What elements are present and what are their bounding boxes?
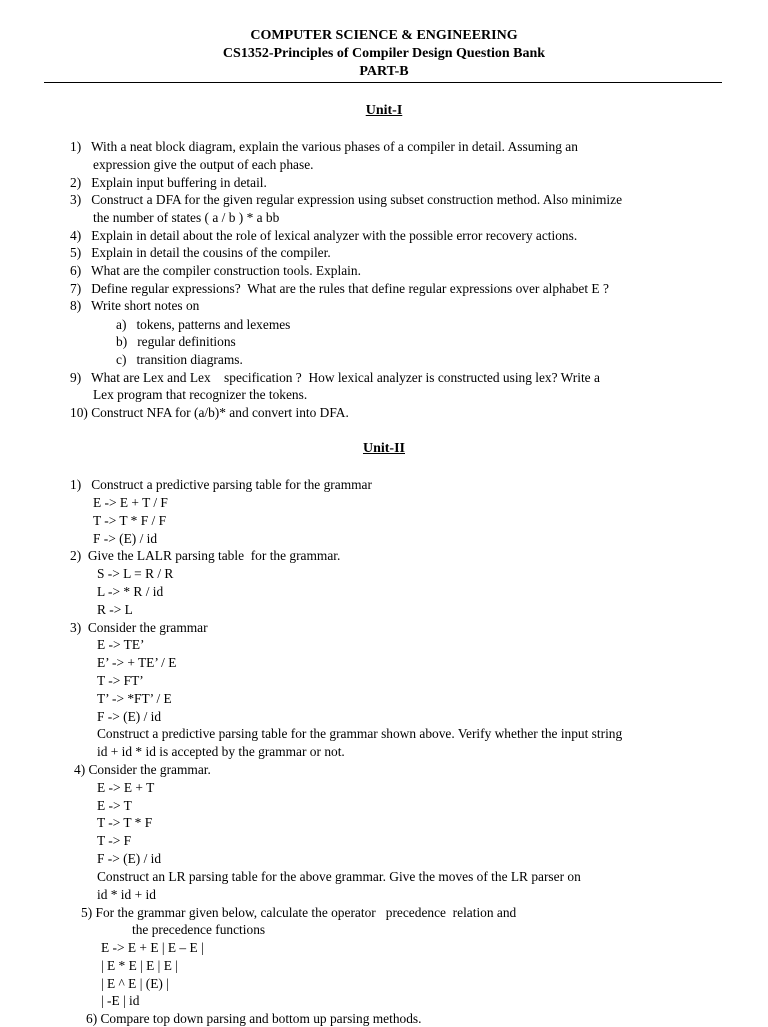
grammar-line: E -> TE’ <box>97 637 145 652</box>
question-line: Lex program that recognizer the tokens. <box>93 387 308 402</box>
grammar-line: R -> L <box>97 602 133 617</box>
grammar-line: | E ^ E | (E) | <box>101 976 169 991</box>
question-line: 8) Write short notes on <box>70 298 200 313</box>
grammar-line: F -> (E) / id <box>97 709 162 724</box>
question-line: 7) Define regular expressions? What are the rules that define regular expressions over alphabet E ? <box>70 281 609 296</box>
question-line: 3) Consider the grammar <box>70 620 208 635</box>
question-line: Construct an LR parsing table for the above grammar. Give the moves of the LR parser on <box>97 869 581 884</box>
grammar-line: E -> E + T <box>97 780 155 795</box>
question-line: the precedence functions <box>132 922 266 937</box>
question-line: 2) Explain input buffering in detail. <box>70 175 267 190</box>
question-line: 9) What are Lex and Lex specification ? How lexical analyzer is constructed using lex? Write a <box>70 370 600 385</box>
course-title: CS1352-Principles of Compiler Design Question Bank <box>222 46 546 61</box>
question-subitem: c) transition diagrams. <box>116 352 243 367</box>
question-line: 3) Construct a DFA for the given regular expression using subset construction method. Also minimize <box>70 192 623 207</box>
department-heading: COMPUTER SCIENCE & ENGINEERING <box>250 28 518 43</box>
question-line: 4) Consider the grammar. <box>74 762 211 777</box>
question-line: id + id * id is accepted by the grammar or not. <box>97 744 345 759</box>
question-line: the number of states ( a / b ) * a bb <box>93 210 280 225</box>
question-subitem: a) tokens, patterns and lexemes <box>116 317 291 332</box>
question-line: expression give the output of each phase. <box>93 157 314 172</box>
question-line: 10) Construct NFA for (a/b)* and convert into DFA. <box>70 405 349 420</box>
grammar-line: L -> * R / id <box>97 584 164 599</box>
question-line: 6) Compare top down parsing and bottom up parsing methods. <box>86 1011 422 1026</box>
question-line: 4) Explain in detail about the role of lexical analyzer with the possible error recovery actions. <box>70 228 578 243</box>
question-line: id * id + id <box>97 887 156 902</box>
question-subitem: b) regular definitions <box>116 334 236 349</box>
part-label: PART-B <box>359 64 409 79</box>
grammar-line: F -> (E) / id <box>93 531 158 546</box>
grammar-line: T -> T * F / F <box>93 513 167 528</box>
question-line: Construct a predictive parsing table for the grammar shown above. Verify whether the input string <box>97 726 623 741</box>
grammar-line: T -> FT’ <box>97 673 144 688</box>
grammar-line: | -E | id <box>101 993 140 1008</box>
question-line: 5) Explain in detail the cousins of the compiler. <box>70 245 331 260</box>
question-line: 1) Construct a predictive parsing table for the grammar <box>70 477 372 492</box>
grammar-line: T -> F <box>97 833 132 848</box>
grammar-line: | E * E | E | E | <box>101 958 178 973</box>
grammar-line: E -> E + T / F <box>93 495 168 510</box>
grammar-line: T’ -> *FT’ / E <box>97 691 172 706</box>
question-line: 5) For the grammar given below, calculate the operator precedence relation and <box>81 905 517 920</box>
question-line: 2) Give the LALR parsing table for the grammar. <box>70 548 341 563</box>
grammar-line: T -> T * F <box>97 815 153 830</box>
question-line: 6) What are the compiler construction tools. Explain. <box>70 263 361 278</box>
grammar-line: E’ -> + TE’ / E <box>97 655 177 670</box>
grammar-line: E -> T <box>97 798 132 813</box>
unit-1-heading: Unit-I <box>365 103 403 118</box>
unit-2-heading: Unit-II <box>362 441 405 456</box>
grammar-line: S -> L = R / R <box>97 566 174 581</box>
question-line: 1) With a neat block diagram, explain the various phases of a compiler in detail. Assuming an <box>70 139 578 154</box>
grammar-line: E -> E + E | E – E | <box>101 940 204 955</box>
grammar-line: F -> (E) / id <box>97 851 162 866</box>
header-divider <box>44 82 722 83</box>
